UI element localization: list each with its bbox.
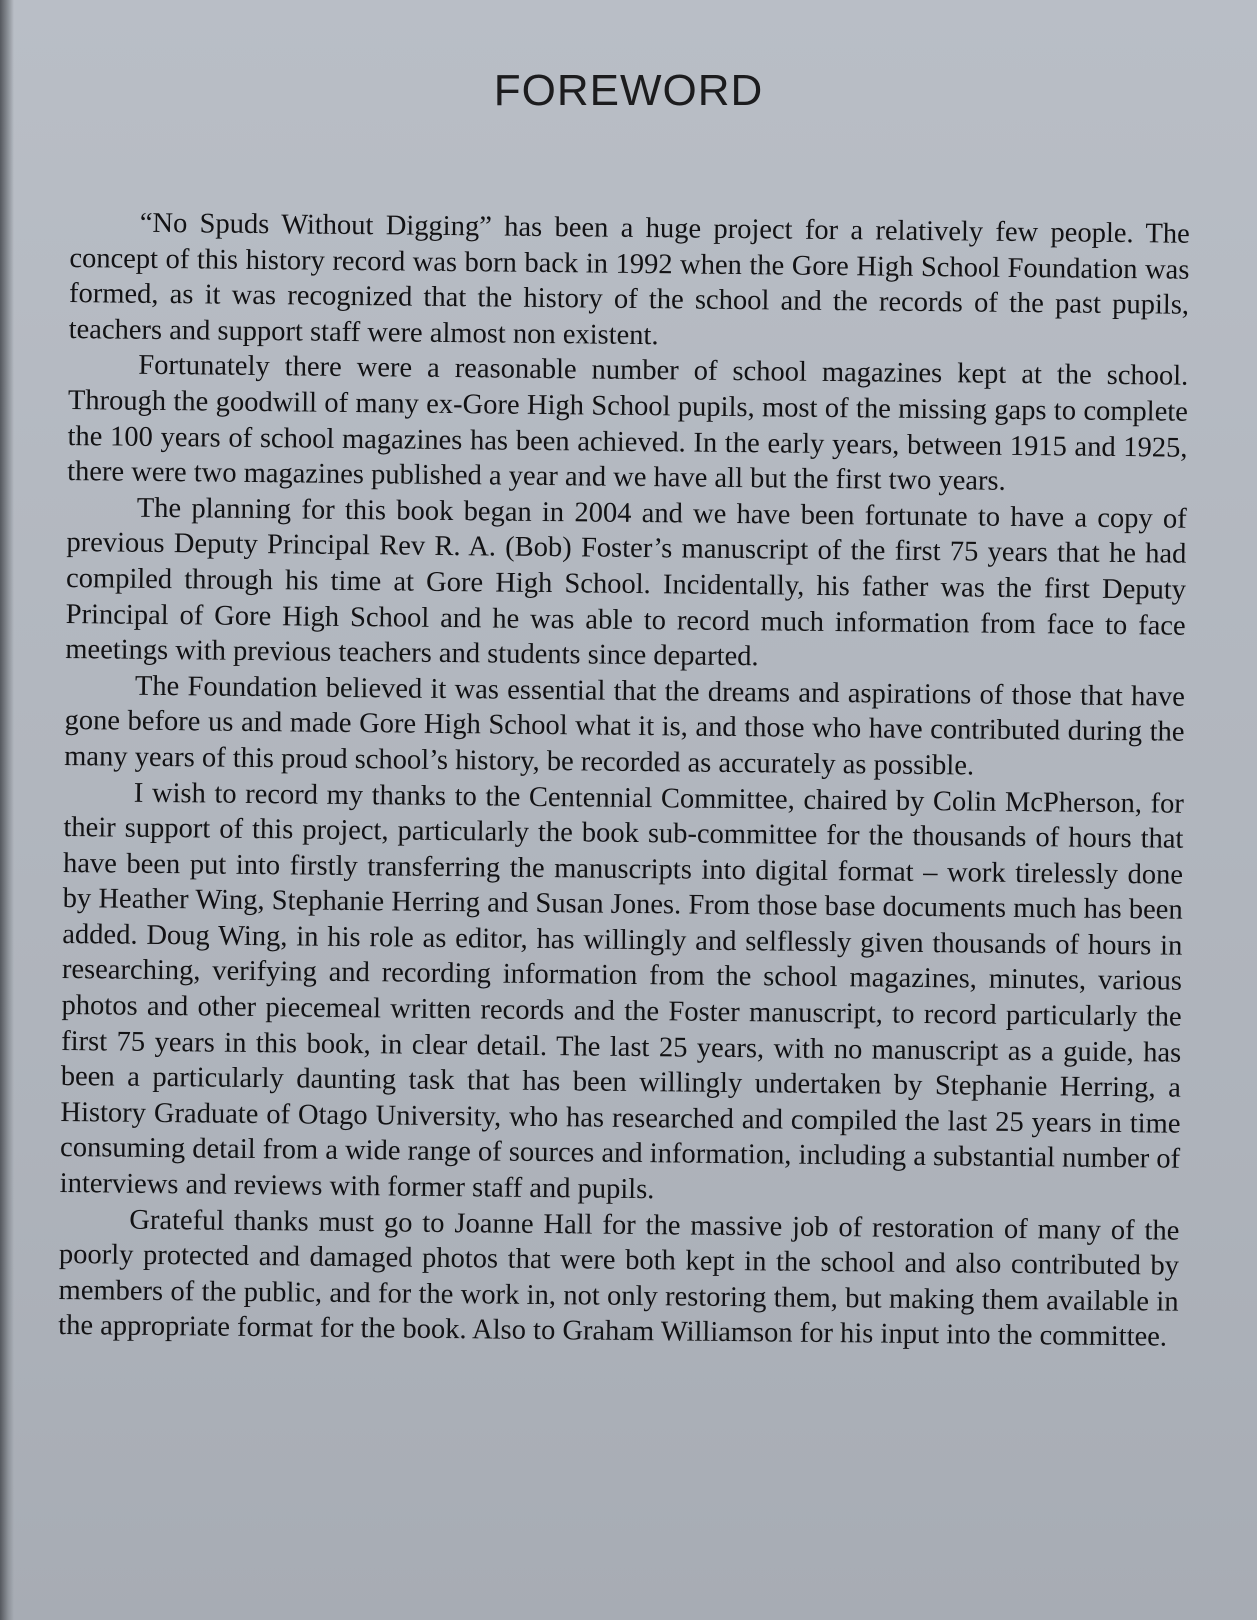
paragraph-5: I wish to record my thanks to the Centennial Committee, chaired by Colin McPherson, for their support of this project, particularly the book sub-committee for the thousands of hours that have been put into firstly transferring the manuscripts into digital format – work tirelessly done by Heather Wing, Stephanie Herring and Susan Jones. From those base documents much has been added. Doug Wing, in his role as editor, has willingly and selflessly given thousands of hours in researching, verifying and recording information from the school magazines, minutes, various photos and other piecemeal written records and the Foster manuscript, to record particularly the first 75 years in this book, in clear detail. The last 25 years, with no manuscript as a guide, has been a particularly daunting task that has been willingly undertaken by Stephanie Herring, a History Graduate of Otago University, who has researched and compiled the last 25 years in time consuming detail from a wide range of sources and information, including a substantial number of interviews and reviews with former staff and pupils. bbox=[59, 777, 1184, 1206]
paragraph-4: The Foundation believed it was essential that the dreams and aspirations of those that have gone before us and made Gore High School what it is, and those who have contributed during the many years of this proud school’s history, be recorded as accurately as possible. bbox=[64, 670, 1186, 782]
paragraph-3: The planning for this book began in 2004 and we have been fortunate to have a copy of previous Deputy Principal Rev R. A. (Bob) Foster’s manuscript of the first 75 years that he had compiled through his time at Gore High School. Incidentally, his father was the first Deputy Principal of Gore High School and he was able to record much information from face to face meetings with previous teachers and students since departed. bbox=[65, 492, 1187, 673]
paragraph-6: Grateful thanks must go to Joanne Hall for the massive job of restoration of many of the poorly protected and damaged photos that were both kept in the school and also contributed by members of the public, and for the work in, not only restoring them, but making them available in the appropriate format for the book. Also to Graham Williamson for his input into the committee. bbox=[58, 1204, 1180, 1353]
page-binding-shadow bbox=[0, 0, 14, 1620]
paragraph-1: “No Spuds Without Digging” has been a huge project for a relatively few people. The concept of this history record was born back in 1992 when the Gore High School Foundation was formed, as it was recognized that the history of the school and the records of the past pupils, teachers and support staff were almost non existent. bbox=[68, 207, 1190, 351]
page-title: FOREWORD bbox=[493, 66, 764, 115]
foreword-body bbox=[58, 205, 1190, 1356]
paragraph-2: Fortunately there were a reasonable number of school magazines kept at the school. Through the goodwill of many ex-Gore High School pupils, most of the missing gaps to complete the 100 years of school magazines has been achieved. In the early years, between 1915 and 1925, there were two magazines published a year and we have all but the first two years. bbox=[67, 350, 1189, 497]
